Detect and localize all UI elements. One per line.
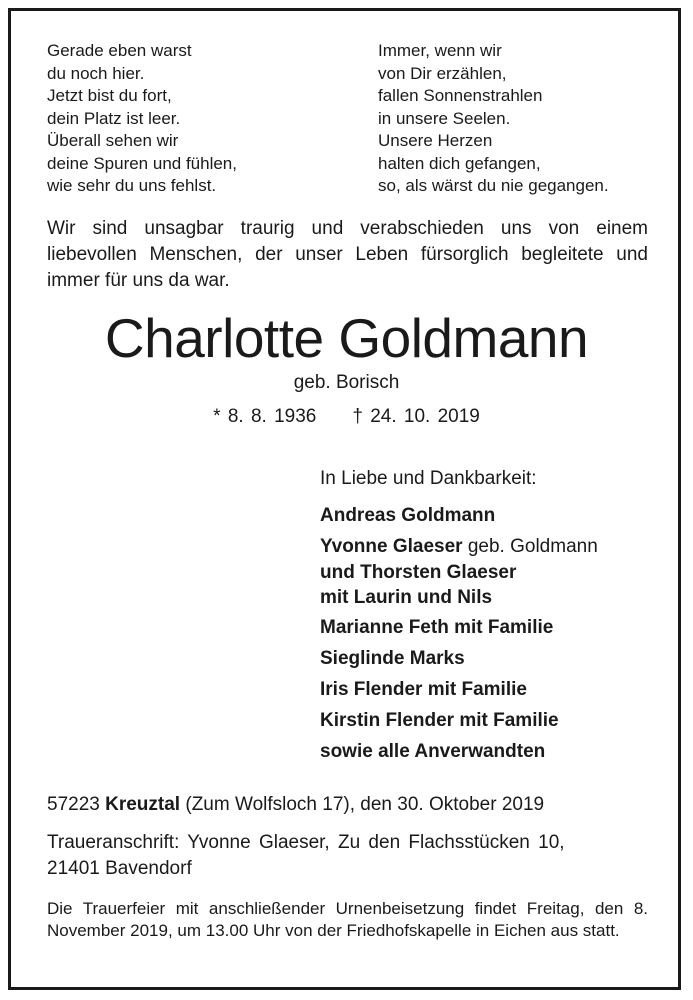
poem-line: fallen Sonnenstrahlen bbox=[378, 86, 543, 105]
street-and-date: (Zum Wolfsloch 17), den 30. Oktober 2019 bbox=[185, 794, 545, 815]
member-name: Yvonne Glaeser bbox=[320, 536, 463, 557]
poem-line: so, als wärst du nie gegangen. bbox=[378, 176, 609, 195]
poem-line: von Dir erzählen, bbox=[378, 63, 507, 83]
poem-line: deine Spuren und fühlen, bbox=[47, 153, 237, 173]
zip-code: 57223 bbox=[47, 794, 100, 815]
family-member: Marianne Feth mit Familie bbox=[320, 617, 554, 638]
ceremony-note: Die Trauerfeier mit anschließender Urnenbeisetzung findet Freitag, den 8. November 2019, um 13.00 Uhr von der Friedhofskapelle in Eichen aus statt. bbox=[47, 899, 648, 940]
poem-line: Gerade eben warst bbox=[47, 41, 192, 60]
deceased-name: Charlotte Goldmann bbox=[104, 307, 589, 369]
poem-line: dein Platz ist leer. bbox=[47, 108, 181, 128]
member-born-name: geb. Goldmann bbox=[467, 536, 598, 557]
poem-line: wie sehr du uns fehlst. bbox=[47, 176, 217, 195]
family-member: Kirstin Flender mit Familie bbox=[320, 710, 559, 731]
mourning-address-line: Traueranschrift: Yvonne Glaeser, Zu den Flachsstücken 10, bbox=[47, 832, 565, 853]
poem-right bbox=[378, 40, 609, 198]
poem-line: Immer, wenn wir bbox=[378, 41, 502, 60]
city: Kreuztal bbox=[105, 794, 181, 815]
family-member: Iris Flender mit Familie bbox=[320, 679, 527, 700]
family-member: Andreas Goldmann bbox=[320, 505, 496, 526]
family-member: Sieglinde Marks bbox=[320, 648, 465, 669]
mourning-address-line: 21401 Bavendorf bbox=[47, 858, 192, 879]
birth-date: * 8. 8. 1936 bbox=[213, 406, 317, 427]
poem-line: Überall sehen wir bbox=[47, 131, 179, 150]
family-list bbox=[320, 466, 598, 765]
poem-line: in unsere Seelen. bbox=[378, 108, 511, 128]
family-label: In Liebe und Dankbarkeit: bbox=[320, 468, 537, 489]
poem-line: halten dich gefangen, bbox=[378, 153, 541, 173]
family-member: mit Laurin und Nils bbox=[320, 587, 493, 608]
place-and-date bbox=[47, 792, 648, 818]
poem-line: du noch hier. bbox=[47, 63, 145, 83]
poem-line: Jetzt bist du fort, bbox=[47, 86, 172, 105]
family-member: und Thorsten Glaeser bbox=[320, 562, 517, 583]
life-dates bbox=[0, 406, 693, 428]
family-member: sowie alle Anverwandten bbox=[320, 741, 546, 762]
poem-line: Unsere Herzen bbox=[378, 131, 493, 150]
poem-left bbox=[47, 40, 237, 198]
born-name: geb. Borisch bbox=[293, 372, 400, 393]
mourning-address bbox=[47, 830, 648, 882]
family-member bbox=[320, 533, 598, 560]
intro-text: Wir sind unsagbar traurig und verabschieden uns von einem liebevollen Menschen, der unser Leben fürsorglich begleitete und immer für uns da war. bbox=[47, 218, 648, 291]
death-date: † 24. 10. 2019 bbox=[352, 406, 480, 427]
